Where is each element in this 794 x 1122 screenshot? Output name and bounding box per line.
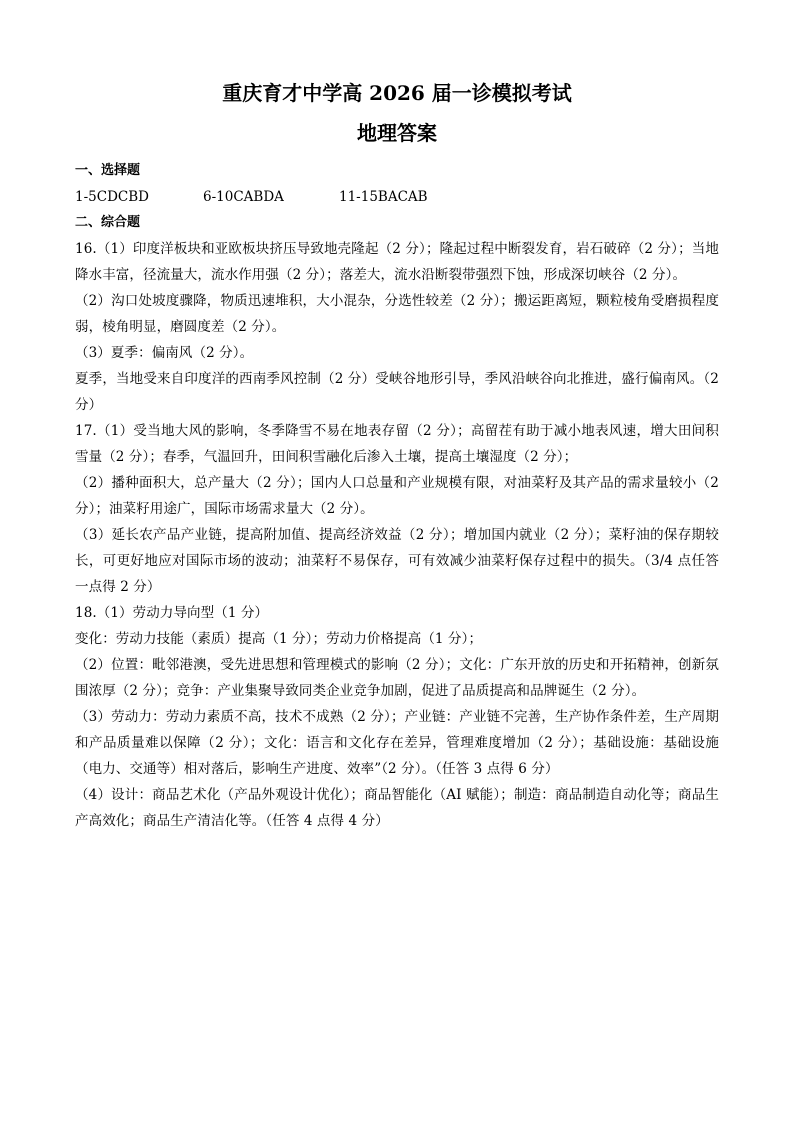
choice-answer-11-15: 11-15BACAB bbox=[339, 189, 428, 205]
paragraph: 16.（1）印度洋板块和亚欧板块挤压导致地壳隆起（2 分）；隆起过程中断裂发育，岩石破碎（2 分）；当地降水丰富，径流量大，流水作用强（2 分）；落差大，流水沿断裂带强烈下蚀，形成深切峡谷（2 分）。 bbox=[75, 241, 719, 283]
paragraph: 18.（1）劳动力导向型（1 分） bbox=[75, 605, 269, 621]
section-heading-choice: 一、选择题 bbox=[75, 163, 141, 178]
exam-subtitle: 地理答案 bbox=[357, 121, 437, 145]
paragraph: （3）夏季：偏南风（2 分）。 bbox=[75, 345, 254, 361]
choice-answers bbox=[75, 184, 719, 210]
paragraph: （3）延长农产品产业链，提高附加值、提高经济效益（2 分）；增加国内就业（2 分）；菜籽油的保存期较长，可更好地应对国际市场的波动；油菜籽不易保存，可有效减少油菜籽保存过程中的损失。（3/4 点任答一点得 2 分） bbox=[75, 527, 719, 595]
choice-answer-6-10: 6-10CABDA bbox=[203, 189, 284, 205]
answer-content bbox=[75, 158, 719, 834]
paragraph: 变化：劳动力技能（素质）提高（1 分）；劳动力价格提高（1 分）； bbox=[75, 631, 483, 647]
paragraph: （2）位置：毗邻港澳，受先进思想和管理模式的影响（2 分）；文化：广东开放的历史和开拓精神，创新氛围浓厚（2 分）；竞争：产业集聚导致同类企业竞争加剧，促进了品质提高和品牌诞生（2 分）。 bbox=[75, 657, 719, 699]
paragraph: 夏季，当地受来自印度洋的西南季风控制（2 分）受峡谷地形引导，季风沿峡谷向北推进，盛行偏南风。（2 分） bbox=[75, 371, 719, 413]
paragraph: （2）播种面积大，总产量大（2 分）；国内人口总量和产业规模有限，对油菜籽及其产品的需求量较小（2 分）；油菜籽用途广，国际市场需求量大（2 分）。 bbox=[75, 475, 719, 517]
paragraph: （2）沟口处坡度骤降，物质迅速堆积，大小混杂，分选性较差（2 分）；搬运距离短，颗粒棱角受磨损程度弱，棱角明显，磨圆度差（2 分）。 bbox=[75, 293, 719, 335]
paragraph: 17.（1）受当地大风的影响，冬季降雪不易在地表存留（2 分）；高留茬有助于减小地表风速，增大田间积雪量（2 分）；春季，气温回升，田间积雪融化后渗入土壤，提高土壤湿度（2 分）； bbox=[75, 423, 719, 465]
section-heading-comprehensive: 二、综合题 bbox=[75, 215, 141, 230]
choice-answer-1-5: 1-5CDCBD bbox=[75, 189, 149, 205]
paragraph: （4）设计：商品艺术化（产品外观设计优化）；商品智能化（AI 赋能）；制造：商品制造自动化等；商品生产高效化；商品生产清洁化等。（任答 4 点得 4 分） bbox=[75, 787, 719, 829]
paragraph: （3）劳动力：劳动力素质不高，技术不成熟（2 分）；产业链：产业链不完善，生产协作条件差，生产周期和产品质量难以保障（2 分）；文化：语言和文化存在差异，管理难度增加（2 分）；基础设施：基础设施（电力、交通等）相对落后，影响生产进度、效率”（2 分）。（任答 3 点得 6 分） bbox=[75, 709, 719, 777]
exam-title: 重庆育才中学高 2026 届一诊模拟考试 bbox=[222, 81, 572, 105]
